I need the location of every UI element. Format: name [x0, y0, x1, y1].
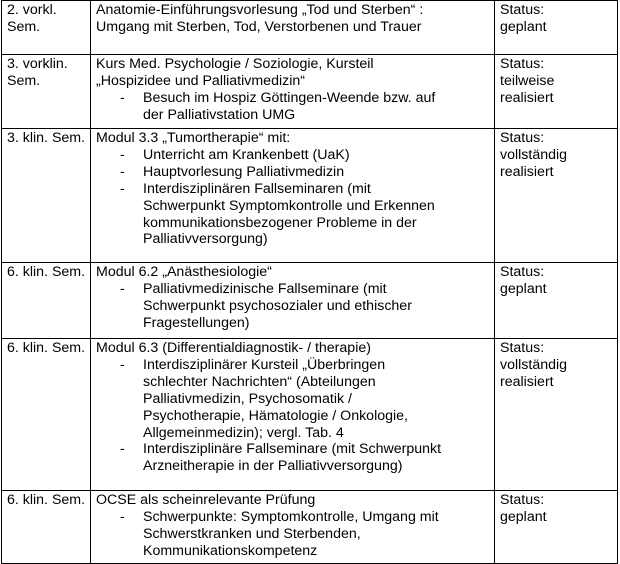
- dash-bullet: -: [120, 180, 125, 197]
- semester-cell: [2, 263, 91, 339]
- status-cell: [495, 129, 618, 263]
- status-label: Status:: [500, 56, 545, 72]
- list-item: [96, 147, 491, 164]
- semester-label: 6. klin. Sem.: [7, 340, 86, 356]
- list-item: [96, 181, 491, 249]
- item-line: Fragestellungen): [143, 314, 250, 331]
- status-value: vollständig: [500, 356, 568, 373]
- semester-label: 3. klin. Sem.: [7, 130, 86, 146]
- status-label: Status:: [500, 264, 545, 280]
- status-value: geplant: [500, 508, 547, 525]
- status-value: geplant: [500, 18, 547, 35]
- content-cell: [91, 55, 495, 129]
- table-row: [2, 1, 618, 55]
- semester-cell: [2, 1, 91, 55]
- item-line: Psychotherapie, Hämatologie / Onkologie,: [143, 407, 408, 424]
- list-item: [96, 441, 491, 475]
- dash-bullet: -: [120, 356, 125, 373]
- dash-bullet: -: [120, 280, 125, 297]
- status-cell: [495, 339, 618, 491]
- item-line: Palliativversorgung): [143, 231, 268, 248]
- list-item: [96, 281, 491, 332]
- bullet-list: [96, 509, 491, 560]
- item-line: Interdisziplinäre Fallseminare (mit Schwerpunkt: [143, 441, 442, 458]
- content-cell: [91, 1, 495, 55]
- list-item: [96, 164, 491, 181]
- content-line: Anatomie-Einführungsvorlesung „Tod und Sterben“ :: [96, 2, 424, 18]
- content-line: Modul 6.3 (Differentialdiagnostik- / therapie): [96, 340, 371, 356]
- status-value: realisiert: [500, 163, 554, 180]
- item-line: Arzneitherapie in der Palliativversorgung): [143, 458, 403, 475]
- item-line: Schwerpunkte: Symptomkontrolle, Umgang mit: [143, 508, 439, 525]
- curriculum-table: [1, 0, 618, 564]
- content-line: Kurs Med. Psychologie / Soziologie, Kursteil: [96, 56, 374, 72]
- status-label: Status:: [500, 340, 545, 356]
- dash-bullet: -: [120, 508, 125, 525]
- item-line: Allgemeinmedizin); vergl. Tab. 4: [143, 424, 344, 441]
- bullet-list: [96, 147, 491, 248]
- bullet-list: [96, 357, 491, 475]
- dash-bullet: -: [120, 89, 125, 106]
- list-item: [96, 357, 491, 442]
- table-row: [2, 263, 618, 339]
- dash-bullet: -: [120, 146, 125, 163]
- content-line: „Hospizidee und Palliativmedizin“: [96, 72, 305, 89]
- item-line: Hauptvorlesung Palliativmedizin: [143, 163, 345, 180]
- status-cell: [495, 55, 618, 129]
- item-line: der Palliativstation UMG: [143, 106, 296, 123]
- semester-cell: [2, 491, 91, 564]
- item-line: Interdisziplinären Fallseminaren (mit: [143, 180, 371, 197]
- item-line: Besuch im Hospiz Göttingen-Weende bzw. auf: [143, 89, 436, 106]
- status-cell: [495, 491, 618, 564]
- table-row: [2, 129, 618, 263]
- item-line: schlechter Nachrichten“ (Abteilungen: [143, 373, 376, 390]
- status-cell: [495, 1, 618, 55]
- status-label: Status:: [500, 2, 545, 18]
- table-row: [2, 339, 618, 491]
- bullet-list: [96, 90, 491, 124]
- semester-label: 6. klin. Sem.: [7, 264, 86, 280]
- content-line: Umgang mit Sterben, Tod, Verstorbenen und Trauer: [96, 18, 422, 35]
- bullet-list: [96, 281, 491, 332]
- status-value: realisiert: [500, 373, 554, 390]
- status-value: teilweise: [500, 72, 555, 89]
- dash-bullet: -: [120, 441, 125, 458]
- content-cell: [91, 263, 495, 339]
- list-item: [96, 90, 491, 124]
- semester-label: 3. vorklin. Sem.: [7, 56, 68, 89]
- semester-label: 2. vorkl. Sem.: [7, 2, 57, 35]
- item-line: kommunikationsbezogener Probleme in der: [143, 214, 417, 231]
- semester-label: 6. klin. Sem.: [7, 492, 86, 508]
- status-value: geplant: [500, 280, 547, 297]
- item-line: Kommunikationskompetenz: [143, 542, 318, 559]
- content-line: OCSE als scheinrelevante Prüfung: [96, 492, 316, 508]
- semester-cell: [2, 339, 91, 491]
- content-cell: [91, 339, 495, 491]
- table-row: [2, 55, 618, 129]
- content-line: Modul 6.2 „Anästhesiologie“: [96, 264, 272, 280]
- status-value: realisiert: [500, 89, 554, 106]
- status-label: Status:: [500, 492, 545, 508]
- dash-bullet: -: [120, 163, 125, 180]
- table-row: [2, 491, 618, 564]
- content-cell: [91, 129, 495, 263]
- item-line: Palliativmedizinische Fallseminare (mit: [143, 280, 387, 297]
- item-line: Schwerpunkt Symptomkontrolle und Erkennen: [143, 197, 435, 214]
- status-value: vollständig: [500, 146, 568, 163]
- status-cell: [495, 263, 618, 339]
- item-line: Schwerstkranken und Sterbenden,: [143, 525, 361, 542]
- item-line: Interdisziplinärer Kursteil „Überbringen: [143, 356, 386, 373]
- list-item: [96, 509, 491, 560]
- semester-cell: [2, 55, 91, 129]
- content-cell: [91, 491, 495, 564]
- content-line: Modul 3.3 „Tumortherapie“ mit:: [96, 130, 291, 146]
- semester-cell: [2, 129, 91, 263]
- item-line: Schwerpunkt psychosozialer und ethischer: [143, 297, 412, 314]
- item-line: Unterricht am Krankenbett (UaK): [143, 146, 350, 163]
- status-label: Status:: [500, 130, 545, 146]
- item-line: Palliativmedizin, Psychosomatik /: [143, 390, 352, 407]
